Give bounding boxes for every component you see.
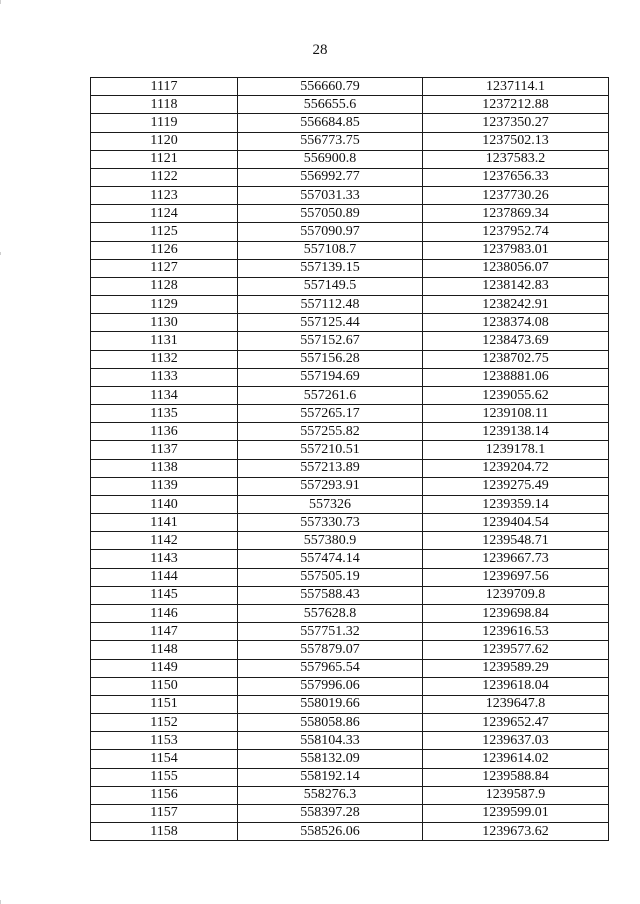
table-row [91,368,609,386]
table-row [91,223,609,241]
scan-edge-mark [0,0,1,4]
y-coordinate-cell: 1239204.72 [423,459,609,477]
table-row [91,405,609,423]
y-coordinate-cell: 1238702.75 [423,350,609,368]
y-coordinate-cell: 1239618.04 [423,677,609,695]
x-coordinate-cell: 558104.33 [238,732,423,750]
y-coordinate-cell: 1238881.06 [423,368,609,386]
table-row [91,78,609,96]
y-coordinate-cell: 1237583.2 [423,150,609,168]
y-coordinate-cell: 1239178.1 [423,441,609,459]
x-coordinate-cell: 556684.85 [238,114,423,132]
table-row [91,150,609,168]
x-coordinate-cell: 557194.69 [238,368,423,386]
table-row [91,550,609,568]
x-coordinate-cell: 557149.5 [238,277,423,295]
point-number-cell: 1142 [91,532,238,550]
table-row [91,277,609,295]
table-row [91,604,609,622]
x-coordinate-cell: 557261.6 [238,386,423,404]
point-number-cell: 1132 [91,350,238,368]
y-coordinate-cell: 1238473.69 [423,332,609,350]
y-coordinate-cell: 1239647.8 [423,695,609,713]
point-number-cell: 1118 [91,96,238,114]
y-coordinate-cell: 1237730.26 [423,187,609,205]
x-coordinate-cell: 557050.89 [238,205,423,223]
point-number-cell: 1141 [91,514,238,532]
x-coordinate-cell: 557210.51 [238,441,423,459]
y-coordinate-cell: 1239138.14 [423,423,609,441]
coordinates-table-body [91,78,609,841]
table-row [91,623,609,641]
y-coordinate-cell: 1237952.74 [423,223,609,241]
x-coordinate-cell: 557380.9 [238,532,423,550]
table-row [91,314,609,332]
x-coordinate-cell: 558397.28 [238,804,423,822]
point-number-cell: 1121 [91,150,238,168]
x-coordinate-cell: 557879.07 [238,641,423,659]
point-number-cell: 1125 [91,223,238,241]
table-row [91,477,609,495]
y-coordinate-cell: 1239359.14 [423,495,609,513]
page-number: 28 [312,42,328,58]
y-coordinate-cell: 1237114.1 [423,78,609,96]
y-coordinate-cell: 1239587.9 [423,786,609,804]
table-row [91,695,609,713]
point-number-cell: 1127 [91,259,238,277]
table-row [91,495,609,513]
table-row [91,332,609,350]
y-coordinate-cell: 1239652.47 [423,714,609,732]
x-coordinate-cell: 557751.32 [238,623,423,641]
x-coordinate-cell: 557330.73 [238,514,423,532]
point-number-cell: 1139 [91,477,238,495]
point-number-cell: 1152 [91,714,238,732]
y-coordinate-cell: 1239667.73 [423,550,609,568]
x-coordinate-cell: 556992.77 [238,168,423,186]
table-row [91,96,609,114]
point-number-cell: 1153 [91,732,238,750]
table-row [91,168,609,186]
point-number-cell: 1128 [91,277,238,295]
table-row [91,205,609,223]
table-row [91,350,609,368]
x-coordinate-cell: 557090.97 [238,223,423,241]
x-coordinate-cell: 558276.3 [238,786,423,804]
point-number-cell: 1154 [91,750,238,768]
point-number-cell: 1122 [91,168,238,186]
y-coordinate-cell: 1237350.27 [423,114,609,132]
point-number-cell: 1157 [91,804,238,822]
table-row [91,132,609,150]
table-row [91,114,609,132]
y-coordinate-cell: 1239404.54 [423,514,609,532]
x-coordinate-cell: 557588.43 [238,586,423,604]
y-coordinate-cell: 1239697.56 [423,568,609,586]
y-coordinate-cell: 1239577.62 [423,641,609,659]
point-number-cell: 1138 [91,459,238,477]
point-number-cell: 1119 [91,114,238,132]
point-number-cell: 1120 [91,132,238,150]
point-number-cell: 1136 [91,423,238,441]
point-number-cell: 1130 [91,314,238,332]
x-coordinate-cell: 557152.67 [238,332,423,350]
table-row [91,241,609,259]
x-coordinate-cell: 557213.89 [238,459,423,477]
point-number-cell: 1137 [91,441,238,459]
point-number-cell: 1155 [91,768,238,786]
y-coordinate-cell: 1239709.8 [423,586,609,604]
x-coordinate-cell: 557139.15 [238,259,423,277]
x-coordinate-cell: 557326 [238,495,423,513]
y-coordinate-cell: 1239599.01 [423,804,609,822]
table-row [91,423,609,441]
table-row [91,386,609,404]
y-coordinate-cell: 1238056.07 [423,259,609,277]
x-coordinate-cell: 557628.8 [238,604,423,622]
x-coordinate-cell: 557293.91 [238,477,423,495]
point-number-cell: 1150 [91,677,238,695]
y-coordinate-cell: 1237869.34 [423,205,609,223]
x-coordinate-cell: 558526.06 [238,823,423,841]
x-coordinate-cell: 557255.82 [238,423,423,441]
x-coordinate-cell: 557505.19 [238,568,423,586]
point-number-cell: 1135 [91,405,238,423]
table-row [91,259,609,277]
scan-edge-mark [0,900,1,904]
y-coordinate-cell: 1239275.49 [423,477,609,495]
y-coordinate-cell: 1239698.84 [423,604,609,622]
y-coordinate-cell: 1239616.53 [423,623,609,641]
table-row [91,677,609,695]
y-coordinate-cell: 1239108.11 [423,405,609,423]
x-coordinate-cell: 558192.14 [238,768,423,786]
table-row [91,714,609,732]
table-row [91,786,609,804]
x-coordinate-cell: 557965.54 [238,659,423,677]
point-number-cell: 1143 [91,550,238,568]
scan-edge-mark [0,252,1,255]
y-coordinate-cell: 1237502.13 [423,132,609,150]
point-number-cell: 1134 [91,386,238,404]
x-coordinate-cell: 556655.6 [238,96,423,114]
point-number-cell: 1146 [91,604,238,622]
point-number-cell: 1140 [91,495,238,513]
point-number-cell: 1147 [91,623,238,641]
y-coordinate-cell: 1238374.08 [423,314,609,332]
table-row [91,441,609,459]
point-number-cell: 1145 [91,586,238,604]
y-coordinate-cell: 1237983.01 [423,241,609,259]
y-coordinate-cell: 1239588.84 [423,768,609,786]
point-number-cell: 1129 [91,296,238,314]
table-row [91,732,609,750]
x-coordinate-cell: 556773.75 [238,132,423,150]
table-row [91,804,609,822]
table-row [91,750,609,768]
table-row [91,187,609,205]
point-number-cell: 1156 [91,786,238,804]
point-number-cell: 1151 [91,695,238,713]
x-coordinate-cell: 556660.79 [238,78,423,96]
point-number-cell: 1124 [91,205,238,223]
point-number-cell: 1123 [91,187,238,205]
y-coordinate-cell: 1239548.71 [423,532,609,550]
y-coordinate-cell: 1239055.62 [423,386,609,404]
x-coordinate-cell: 557474.14 [238,550,423,568]
point-number-cell: 1144 [91,568,238,586]
x-coordinate-cell: 558058.86 [238,714,423,732]
table-row [91,568,609,586]
y-coordinate-cell: 1239637.03 [423,732,609,750]
y-coordinate-cell: 1239614.02 [423,750,609,768]
table-row [91,659,609,677]
y-coordinate-cell: 1239673.62 [423,823,609,841]
point-number-cell: 1133 [91,368,238,386]
x-coordinate-cell: 557108.7 [238,241,423,259]
table-row [91,586,609,604]
table-row [91,641,609,659]
x-coordinate-cell: 557112.48 [238,296,423,314]
x-coordinate-cell: 557156.28 [238,350,423,368]
y-coordinate-cell: 1239589.29 [423,659,609,677]
y-coordinate-cell: 1237656.33 [423,168,609,186]
point-number-cell: 1149 [91,659,238,677]
point-number-cell: 1158 [91,823,238,841]
table-row [91,514,609,532]
x-coordinate-cell: 558019.66 [238,695,423,713]
x-coordinate-cell: 557125.44 [238,314,423,332]
y-coordinate-cell: 1238142.83 [423,277,609,295]
x-coordinate-cell: 558132.09 [238,750,423,768]
table-row [91,768,609,786]
point-number-cell: 1148 [91,641,238,659]
x-coordinate-cell: 557996.06 [238,677,423,695]
table-row [91,532,609,550]
point-number-cell: 1126 [91,241,238,259]
table-row [91,823,609,841]
x-coordinate-cell: 557265.17 [238,405,423,423]
y-coordinate-cell: 1237212.88 [423,96,609,114]
table-row [91,296,609,314]
point-number-cell: 1117 [91,78,238,96]
y-coordinate-cell: 1238242.91 [423,296,609,314]
x-coordinate-cell: 557031.33 [238,187,423,205]
point-number-cell: 1131 [91,332,238,350]
x-coordinate-cell: 556900.8 [238,150,423,168]
coordinates-table [90,77,609,841]
table-row [91,459,609,477]
